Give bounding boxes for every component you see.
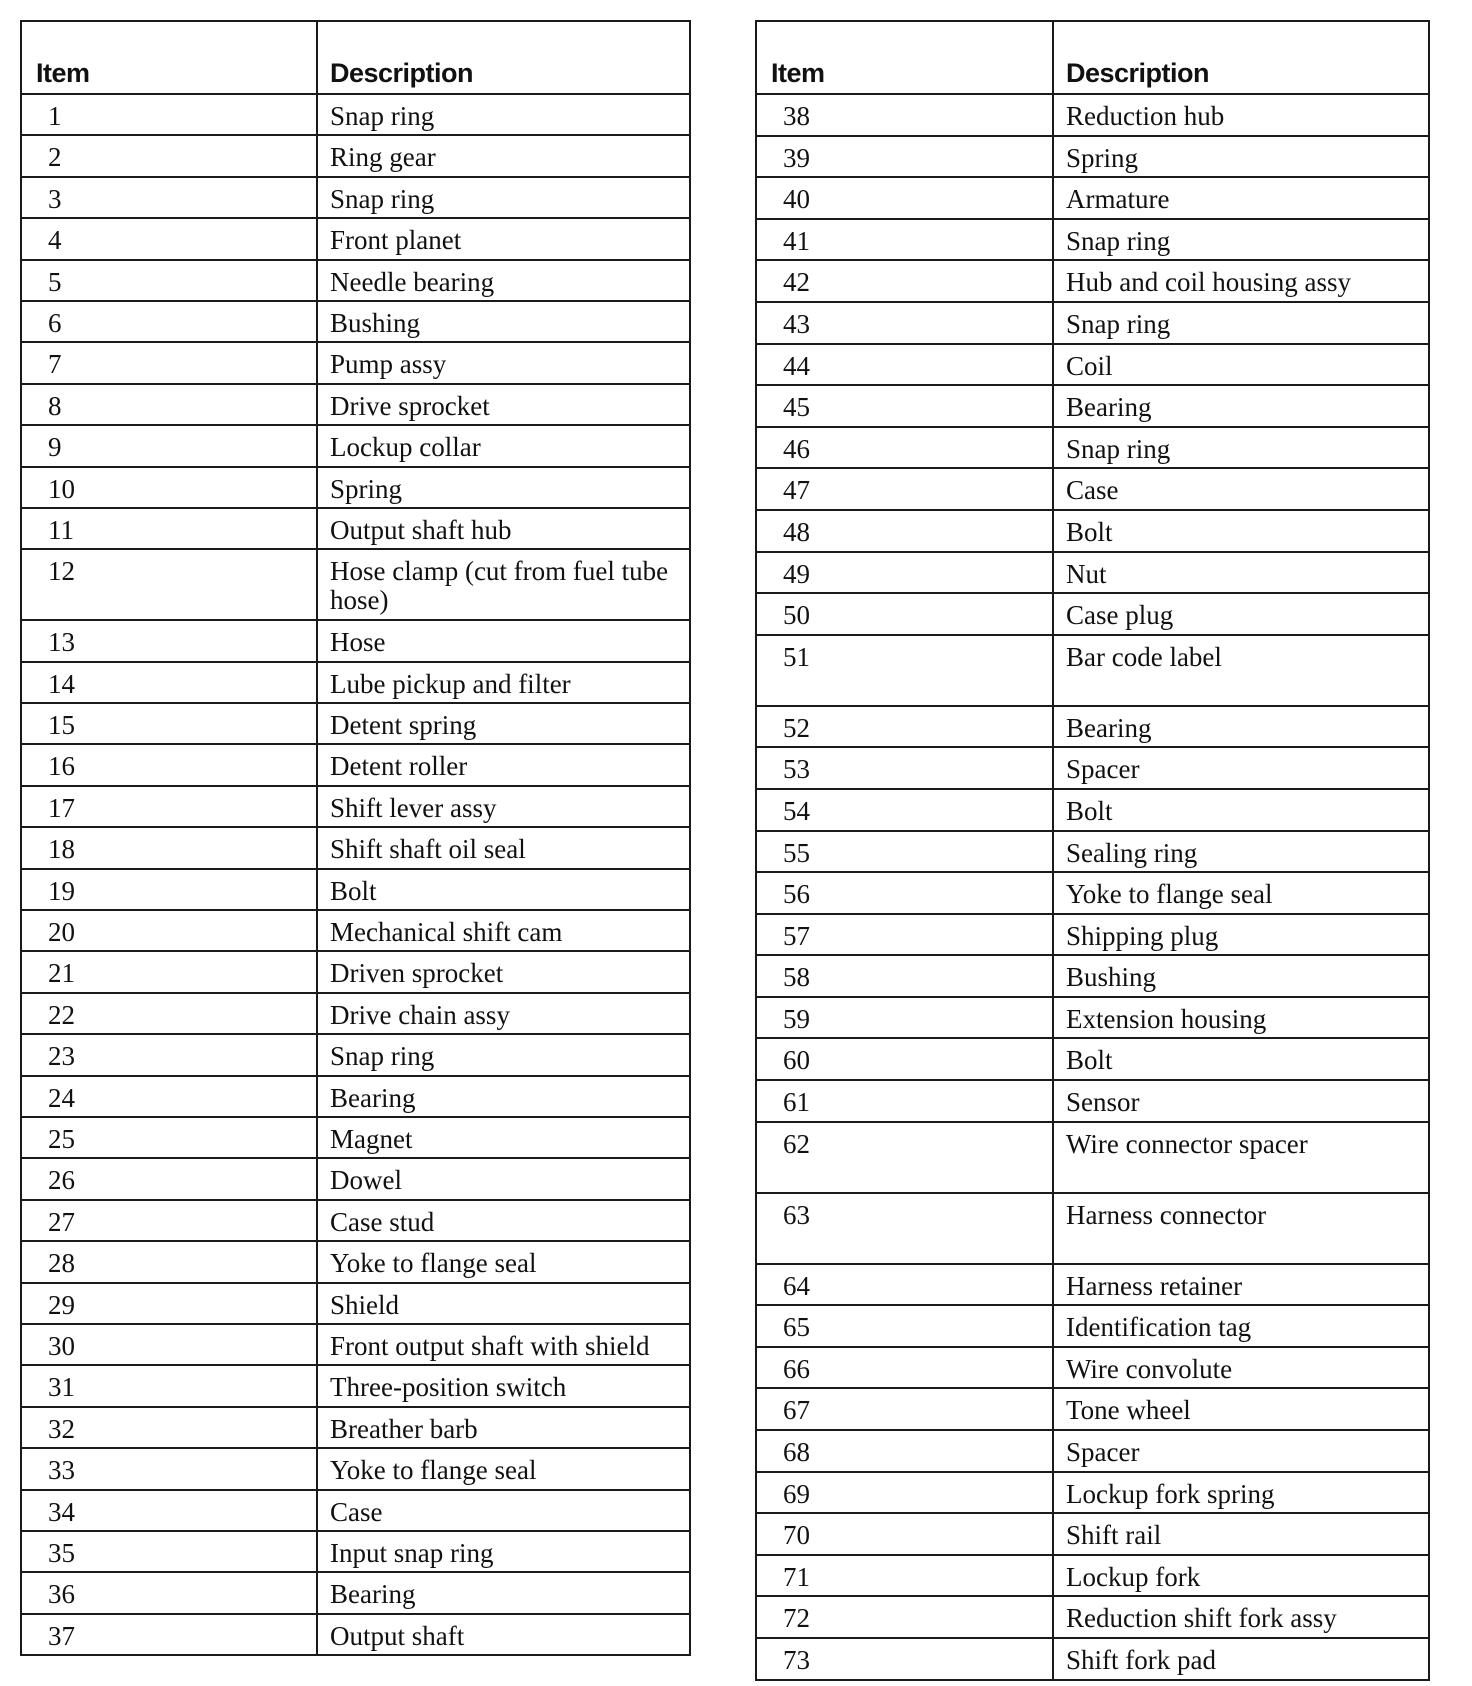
item-description: Shift lever assy [317,786,690,827]
table-row [756,468,1429,510]
table-row [756,1513,1429,1555]
item-description: Shipping plug [1053,914,1429,956]
item-number: 63 [756,1193,1053,1264]
item-number: 9 [21,425,317,466]
item-description: Snap ring [1053,302,1429,344]
item-description: Three-position switch [317,1365,690,1406]
item-number: 50 [756,593,1053,635]
table-row [756,1264,1429,1306]
item-number: 26 [21,1158,317,1199]
parts-table-right-body [756,94,1429,1680]
table-row [756,1430,1429,1472]
table-row [756,552,1429,594]
item-description: Yoke to flange seal [317,1448,690,1489]
item-description: Needle bearing [317,260,690,301]
table-row [756,1638,1429,1680]
item-description: Bar code label [1053,635,1429,706]
item-number: 24 [21,1076,317,1117]
table-row [21,1324,690,1365]
item-description: Snap ring [317,1034,690,1075]
item-description: Ring gear [317,135,690,176]
item-number: 54 [756,789,1053,831]
item-number: 4 [21,218,317,259]
item-number: 48 [756,510,1053,552]
item-description: Bearing [1053,706,1429,748]
item-number: 6 [21,301,317,342]
item-description: Nut [1053,552,1429,594]
table-row [756,747,1429,789]
item-column-header: Item [756,21,1053,94]
item-description: Driven sprocket [317,951,690,992]
table-row [756,260,1429,302]
item-description: Armature [1053,177,1429,219]
item-description: Output shaft [317,1614,690,1655]
table-row [21,993,690,1034]
item-number: 61 [756,1080,1053,1122]
item-description: Harness connector [1053,1193,1429,1264]
item-description: Spacer [1053,747,1429,789]
item-number: 30 [21,1324,317,1365]
item-description: Spacer [1053,1430,1429,1472]
item-description: Snap ring [1053,219,1429,261]
item-description: Bushing [317,301,690,342]
item-number: 22 [21,993,317,1034]
item-description: Detent roller [317,744,690,785]
description-column-header: Description [317,21,690,94]
table-row [756,1596,1429,1638]
item-description: Hub and coil housing assy [1053,260,1429,302]
header-row [21,21,690,94]
table-row [21,951,690,992]
table-row [756,831,1429,873]
table-row [756,914,1429,956]
item-number: 20 [21,910,317,951]
item-description: Spring [1053,136,1429,178]
table-row [756,706,1429,748]
item-column-header: Item [21,21,317,94]
item-number: 43 [756,302,1053,344]
item-number: 55 [756,831,1053,873]
table-row [21,1034,690,1075]
table-row [21,94,690,135]
table-row [21,135,690,176]
item-number: 23 [21,1034,317,1075]
item-number: 52 [756,706,1053,748]
item-number: 51 [756,635,1053,706]
table-row [21,910,690,951]
item-number: 17 [21,786,317,827]
item-number: 39 [756,136,1053,178]
item-number: 25 [21,1117,317,1158]
item-number: 72 [756,1596,1053,1638]
item-number: 15 [21,703,317,744]
table-row [21,786,690,827]
table-row [756,510,1429,552]
table-row [756,219,1429,261]
item-description: Drive chain assy [317,993,690,1034]
table-row [756,1305,1429,1347]
item-number: 37 [21,1614,317,1655]
item-description: Input snap ring [317,1531,690,1572]
item-number: 47 [756,468,1053,510]
table-row [21,703,690,744]
table-row [21,425,690,466]
item-description: Case plug [1053,593,1429,635]
item-number: 57 [756,914,1053,956]
table-row [756,1555,1429,1597]
table-row [756,872,1429,914]
item-number: 41 [756,219,1053,261]
description-column-header: Description [1053,21,1429,94]
item-description: Wire convolute [1053,1347,1429,1389]
item-number: 36 [21,1572,317,1613]
item-description: Snap ring [317,94,690,135]
item-description: Shift fork pad [1053,1638,1429,1680]
item-number: 68 [756,1430,1053,1472]
table-row [21,301,690,342]
item-number: 40 [756,177,1053,219]
table-row [21,1365,690,1406]
table-row [21,744,690,785]
item-description: Bolt [1053,789,1429,831]
item-description: Pump assy [317,342,690,383]
table-row [756,344,1429,386]
item-description: Lockup collar [317,425,690,466]
table-row [756,997,1429,1039]
item-description: Coil [1053,344,1429,386]
item-description: Tone wheel [1053,1388,1429,1430]
parts-table-left [20,20,691,1656]
item-description: Lockup fork spring [1053,1472,1429,1514]
item-description: Bolt [1053,1038,1429,1080]
item-description: Identification tag [1053,1305,1429,1347]
table-row [756,302,1429,344]
item-description: Case [1053,468,1429,510]
table-row [21,1572,690,1613]
item-description: Reduction hub [1053,94,1429,136]
table-row [21,662,690,703]
item-number: 21 [21,951,317,992]
item-number: 67 [756,1388,1053,1430]
table-row [21,260,690,301]
item-description: Lube pickup and filter [317,662,690,703]
table-row [21,1158,690,1199]
table-row [21,1241,690,1282]
item-description: Bearing [317,1076,690,1117]
item-number: 53 [756,747,1053,789]
item-description: Sensor [1053,1080,1429,1122]
table-row [21,384,690,425]
item-number: 58 [756,955,1053,997]
item-description: Hose [317,620,690,661]
table-row [756,1472,1429,1514]
table-row [756,94,1429,136]
item-description: Wire connector spacer [1053,1122,1429,1193]
item-number: 56 [756,872,1053,914]
item-number: 69 [756,1472,1053,1514]
item-description: Shift shaft oil seal [317,827,690,868]
item-number: 3 [21,177,317,218]
item-description: Case [317,1490,690,1531]
item-number: 49 [756,552,1053,594]
item-number: 31 [21,1365,317,1406]
item-number: 16 [21,744,317,785]
item-description: Bolt [317,869,690,910]
item-number: 2 [21,135,317,176]
item-number: 10 [21,467,317,508]
item-number: 66 [756,1347,1053,1389]
item-description: Case stud [317,1200,690,1241]
table-row [21,1614,690,1655]
item-number: 71 [756,1555,1053,1597]
table-row [21,1448,690,1489]
item-description: Snap ring [317,177,690,218]
item-description: Magnet [317,1117,690,1158]
table-row [21,467,690,508]
table-row [756,385,1429,427]
table-row [756,1193,1429,1264]
item-number: 32 [21,1407,317,1448]
table-row [756,955,1429,997]
item-description: Snap ring [1053,427,1429,469]
item-description: Mechanical shift cam [317,910,690,951]
item-description: Bearing [1053,385,1429,427]
item-number: 14 [21,662,317,703]
header-row [756,21,1429,94]
table-row [21,1117,690,1158]
item-description: Front output shaft with shield [317,1324,690,1365]
item-description: Breather barb [317,1407,690,1448]
item-number: 34 [21,1490,317,1531]
table-row [21,1531,690,1572]
table-row [756,427,1429,469]
item-description: Harness retainer [1053,1264,1429,1306]
item-number: 11 [21,508,317,549]
table-row [21,1200,690,1241]
item-number: 73 [756,1638,1053,1680]
table-row [756,1080,1429,1122]
item-description: Sealing ring [1053,831,1429,873]
item-description: Shift rail [1053,1513,1429,1555]
table-row [21,218,690,259]
table-row [21,869,690,910]
parts-table-left-body [21,94,690,1655]
item-number: 35 [21,1531,317,1572]
item-description: Dowel [317,1158,690,1199]
table-row [756,635,1429,706]
table-row [756,1038,1429,1080]
item-number: 28 [21,1241,317,1282]
item-description: Output shaft hub [317,508,690,549]
item-number: 65 [756,1305,1053,1347]
table-row [21,1283,690,1324]
item-number: 33 [21,1448,317,1489]
item-description: Bushing [1053,955,1429,997]
item-description: Bearing [317,1572,690,1613]
table-row [756,593,1429,635]
table-row [756,136,1429,178]
item-number: 62 [756,1122,1053,1193]
table-row [21,620,690,661]
table-row [21,1490,690,1531]
item-description: Shield [317,1283,690,1324]
item-number: 7 [21,342,317,383]
item-number: 59 [756,997,1053,1039]
item-description: Drive sprocket [317,384,690,425]
item-description: Detent spring [317,703,690,744]
item-description: Bolt [1053,510,1429,552]
item-number: 46 [756,427,1053,469]
table-row [756,1347,1429,1389]
table-row [21,1407,690,1448]
item-description: Reduction shift fork assy [1053,1596,1429,1638]
table-row [21,177,690,218]
item-number: 1 [21,94,317,135]
item-number: 13 [21,620,317,661]
item-number: 38 [756,94,1053,136]
table-row [756,1388,1429,1430]
parts-table-right [755,20,1430,1681]
item-number: 27 [21,1200,317,1241]
table-row [21,508,690,549]
item-number: 42 [756,260,1053,302]
item-number: 45 [756,385,1053,427]
item-number: 18 [21,827,317,868]
table-row [756,177,1429,219]
item-description: Yoke to flange seal [1053,872,1429,914]
table-row [21,827,690,868]
item-description: Yoke to flange seal [317,1241,690,1282]
item-description: Extension housing [1053,997,1429,1039]
table-row [21,549,690,620]
table-row [21,1076,690,1117]
item-number: 19 [21,869,317,910]
item-number: 44 [756,344,1053,386]
item-number: 12 [21,549,317,620]
item-number: 29 [21,1283,317,1324]
item-description: Spring [317,467,690,508]
item-description: Hose clamp (cut from fuel tube hose) [317,549,690,620]
table-row [756,1122,1429,1193]
item-number: 64 [756,1264,1053,1306]
item-number: 70 [756,1513,1053,1555]
item-number: 5 [21,260,317,301]
item-number: 60 [756,1038,1053,1080]
item-description: Lockup fork [1053,1555,1429,1597]
item-description: Front planet [317,218,690,259]
table-row [756,789,1429,831]
item-number: 8 [21,384,317,425]
table-row [21,342,690,383]
